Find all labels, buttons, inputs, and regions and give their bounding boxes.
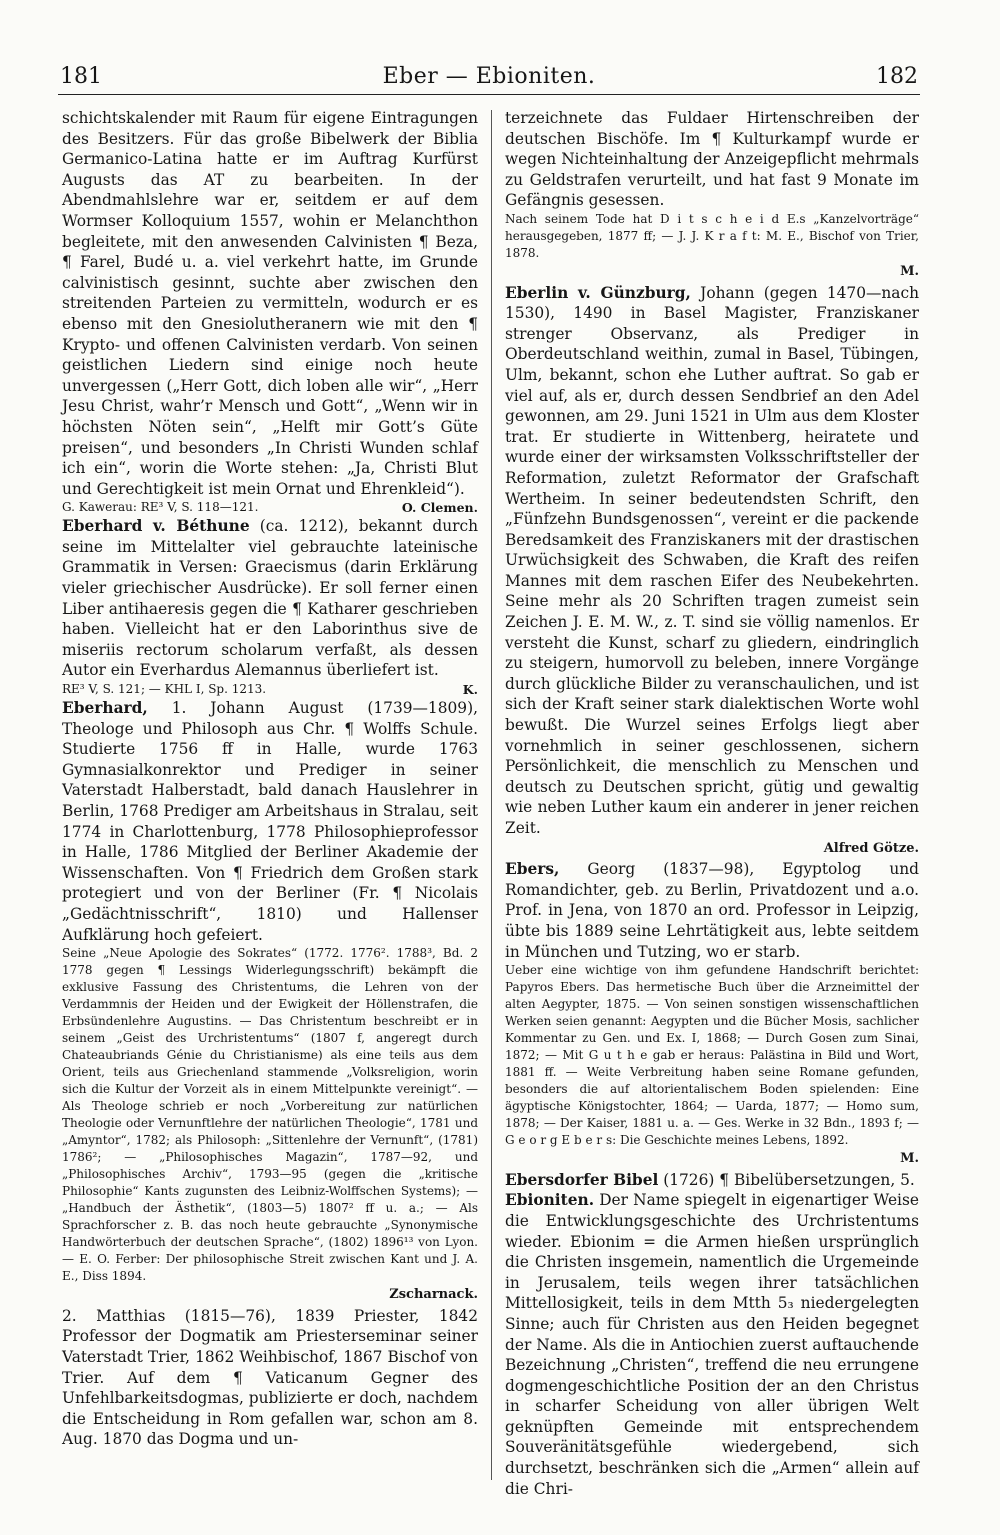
column-divider (491, 110, 492, 1480)
bibliography-note: Nach seinem Tode hat D i t s c h e i d E.s „Kanzelvorträge“ herausgegeben, 1877 ff; — J. J. K r a f t: M. E., Bischof von Trier, 1878. (505, 211, 919, 260)
author-signature: Alfred Götze. (823, 840, 919, 856)
headword: Eberhard v. Béthune (62, 517, 250, 536)
entry-eberhard-matthias: 2. Matthias (1815—76), 1839 Priester, 1842 Professor der Dogmatik am Priesterseminar seiner Vaterstadt Trier, 1862 Weihbischof, 1867 Bischof von Trier. Auf dem ¶ Vaticanum Gegner des Unfehlbarkeitsdogmas, publizierte er doch, nachdem die Entscheidung in Rom gefallen war, schon am 8. Aug. 1870 das Dogma und un- (62, 1306, 478, 1449)
headword: Ebioniten. (505, 1191, 595, 1210)
reference-line (62, 499, 478, 516)
page-header (58, 60, 920, 95)
entry-ebioniten (505, 1190, 919, 1499)
entry-eberlin-gunzburg (505, 283, 919, 839)
headword: Eberhard, (62, 699, 148, 718)
headword: Eberlin v. Günzburg, (505, 283, 691, 302)
entry-ebers (505, 859, 919, 962)
left-column (62, 108, 478, 1488)
running-title: Eber — Ebioniten. (382, 64, 596, 89)
entry-text: (ca. 1212), bekannt durch seine im Mittelalter viel gebrauchte lateinische Grammatik in Versen: Graecismus (darin Erklärung vieler griechischer Ausdrücke). Er soll ferner einen Liber antihaeresis gegen die ¶ Katharer geschrieben haben. Vielleicht hat er den Laborinthus sive de miseriis rectorum scholarum verfaßt, als dessen Autor ein Everhardus Alemannus überliefert ist. (62, 517, 478, 680)
entry-eberhard-bethune (62, 516, 478, 681)
right-column (505, 108, 920, 1498)
reference-text: RE³ V, S. 121; — KHL I, Sp. 1213. (62, 682, 267, 697)
entry-text: Der Name spiegelt in eigenartiger Weise die Entwicklungsgeschichte des Urchristentums wieder. Ebionim = die Armen hießen ursprünglich die Christen insgemein, namentlich die Urgemeinde in Jerusalem, teils wegen ihrer tatsächlichen Mittellosigkeit, teils in dem Mtth 5₃ niedergelegten Sinne; auch für Christen aus den Heiden begegnet der Name. Als die in Antiochien zuerst auftauchende Bezeichnung „Christen“, treffend die neu errungene dogmengeschichtliche Position der an den Christus in scharfer Scheidung von aller übrigen Welt geknüpften Gemeinde mit entsprechendem Souveränitätsgefühle wiedergebend, sich durchsetzt, beschränken sich die „Armen“ allein auf die Chri- (505, 1191, 919, 1498)
headword: Ebersdorfer Bibel (505, 1170, 659, 1189)
right-column-number: 182 (876, 64, 918, 89)
bibliography-note: Ueber eine wichtige von ihm gefundene Handschrift berichtet: Papyros Ebers. Das hermetische Buch über die Arzneimittel der alten Aegypter, 1875. — Von seinen sonstigen wissenschaftlichen Werken seien genannt: Aegypten und die Bücher Mosis, sachlicher Kommentar zu Gen. und Ex. I, 1868; — Durch Gosen zum Sinai, 1872; — Mit G u t h e gab er heraus: Palästina in Bild und Wort, 1881 ff. — Weite Verbreitung haben seine Romane gefunden, besonders die auf altorientalischem Boden spielenden: Eine ägyptische Königstochter, 1864; — Uarda, 1877; — Homo sum, 1878; — Der Kaiser, 1881 u. a. — Ges. Werke in 32 Bdn., 1893 f; — G e o r g E b e r s: Die Geschichte meines Lebens, 1892. (505, 963, 919, 1148)
entry-text: Johann (gegen 1470—nach 1530), 1490 in Basel Magister, Franziskaner strenger Observanz, als Prediger in Oberdeutschland weithin, zumal in Basel, Tübingen, Ulm, bekannt, schon ehe Luther auftrat. So gab er viel auf, als er, durch dessen Sendbrief an den Adel gewonnen, am 29. Juni 1521 in Ulm aus dem Kloster trat. Er studierte in Wittenberg, heiratete und wurde einer der wirksamsten Volksschriftsteller der Reformation, zuletzt Reformator der Grafschaft Wertheim. In seiner bedeutendsten Schrift, den „Fünfzehn Bundsgenossen“, vereint er die packende Beredsamkeit des Franziskaners mit der drastischen Urwüchsigkeit des Schwaben, die Kraft des reifen Mannes mit dem raschen Eifer des Neubekehrten. Seine mehr als 20 Schriften tragen zumeist sein Zeichen J. E. M. W., z. T. sind sie völlig namenlos. Er versteht die Kunst, scharf zu gliedern, eindringlich zu steigern, humorvoll zu beleben, innere Vorgänge durch glückliche Bilder zu veranschaulichen, und ist sich der Kraft seiner stark dialektischen Worte wohl bewußt. Die Wurzel seines Erfolgs liegt aber vornehmlich in seiner geschlossenen, sichern Persönlichkeit, die menschlich zu Menschen und deutsch zu Deutschen spricht, gütig und gewaltig wie neben Luther kaum ein anderer in jener reichen Zeit. (505, 283, 920, 837)
author-signature: O. Clemen. (401, 500, 478, 516)
bibliography-note: Seine „Neue Apologie des Sokrates“ (1772. 1776². 1788³, Bd. 2 1778 gegen ¶ Lessings Widerlegungsschrift) bekämpft die exklusive Fassung des Christentums, die Lehren von der Verdammnis der Heiden und der Ewigkeit der Höllenstrafen, die Erbsündenlehre Augustins. — Das Christentum beschreibt er in seinem „Geist des Urchristentums“ (1807 f, angeregt durch Chateaubriands Génie du Christianisme) als eine teils aus dem Orient, teils aus Griechenland stammende „Volksreligion, worin sich die Kultur der Vorzeit als in einem Mittelpunkte vereinigt“. — Als Theologe schrieb er noch „Vorbereitung zur natürlichen Theologie oder Vernunftlehre der natürlichen Theologie“, 1781 und „Amyntor“, 1782; als Philosoph: „Sittenlehre der Vernunft“, (1781) 1786²; — „Philosophisches Magazin“, 1787—92, und „Philosophisches Archiv“, 1793—95 (gegen die „kritische Philosophie“ Kants zugunsten des Leibniz-Wolffschen Systems); — „Handbuch der Ästhetik“, (1803—5) 1807² ff u. a.; — Als Sprachforscher z. B. das noch heute gebrauchte „Synonymische Handwörterbuch der deutschen Sprache“, (1802) 1896¹³ von Lyon. — E. O. Ferber: Der philosophische Streit zwischen Kant und J. A. E., Diss 1894. (62, 946, 478, 1284)
entry-text: Georg (1837—98), Egyptolog und Romandichter, geb. zu Berlin, Privatdozent und a.o. Prof. in Jena, von 1870 an ord. Professor in Leipzig, übte bis 1889 seine Lehrtätigkeit aus, lebte seitdem in München und Tutzing, wo er starb. (505, 860, 919, 961)
author-signature: M. (900, 263, 919, 279)
author-signature: M. (900, 1151, 919, 1167)
reference-line (62, 681, 478, 698)
entry-eber-continuation: schichtskalender mit Raum für eigene Eintragungen des Besitzers. Für das große Bibelwerk der Biblia Germanico-Latina hatte er im Auftrag Kurfürst Augusts das AT zu bearbeiten. In der Abendmahlslehre war er, seitdem er auf dem Wormser Kolloquium 1557, wohin er Melanchthon begleitete, mit den anwesenden Calvinisten ¶ Beza, ¶ Farel, Budé u. a. viel verkehrt hatte, im Grunde calvinistisch gesinnt, suchte aber zwischen den streitenden Parteien zu vermitteln, wodurch er es ebenso mit den Gnesiolutheranern wie mit den ¶ Krypto- und offenen Calvinisten verdarb. Von seinen geistlichen Liedern sind einige noch heute unvergessen („Herr Gott, dich loben alle wir“, „Herr Jesu Christ, wahr’r Mensch und Gott“, „Wenn wir in höchsten Nöten sein“, „Helft mir Gott’s Güte preisen“, und besonders „In Christi Wunden schlaf ich ein“, worin die Worte stehen: „Ja, Christi Blut und Gerechtigkeit ist mein Ornat und Ehrenkleid“). (62, 109, 478, 498)
author-signature: K. (462, 682, 478, 698)
author-signature: Zscharnack. (389, 1287, 478, 1303)
entry-text: (1726) ¶ Bibelübersetzungen, 5. (658, 1170, 915, 1189)
left-column-number: 181 (60, 64, 102, 89)
entry-text: 1. Johann August (1739—1809), Theologe und Philosoph aus Chr. ¶ Wolffs Schule. Studierte 1756 ff in Halle, wurde 1763 Gymnasialkonrektor und Prediger in seiner Vaterstadt Halberstadt, bald danach Hauslehrer in Berlin, 1768 Prediger am Arbeitshaus in Stralau, seit 1774 in Charlottenburg, 1778 Philosophieprofessor in Halle, 1786 Mitglied der Berliner Akademie der Wissenschaften. Von ¶ Friedrich dem Großen stark protegiert und von der Berliner (Fr. ¶ Nicolais „Gedächtnisschrift“, 1810) und Hallenser Aufklärung hoch gefeiert. (62, 699, 478, 944)
entry-ebersdorfer-bibel (505, 1170, 919, 1191)
entry-eberhard-johann-august (62, 698, 478, 945)
reference-text: G. Kawerau: RE³ V, S. 118—121. (62, 500, 259, 515)
headword: Ebers, (505, 860, 560, 879)
entry-eberhard-matthias-continuation: terzeichnete das Fuldaer Hirtenschreiben der deutschen Bischöfe. Im ¶ Kulturkampf wurde er wegen Nichteinhaltung der Anzeigepflicht mehrmals zu Geldstrafen verurteilt, und hat fast 9 Monate im Gefängnis gesessen. (505, 109, 919, 210)
